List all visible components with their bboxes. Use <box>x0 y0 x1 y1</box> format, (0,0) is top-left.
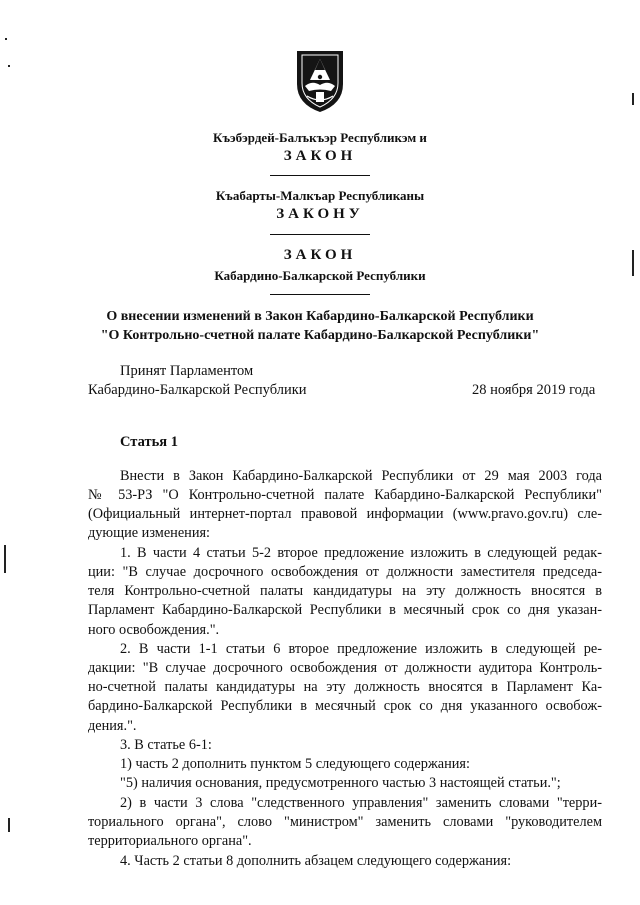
russian-republic-line: Кабардино-Балкарской Республики <box>214 268 426 283</box>
balkar-republic-line: Къабарты-Малкъар Республиканы <box>215 188 425 203</box>
coat-of-arms-emblem <box>289 48 351 114</box>
scan-speck <box>8 818 10 832</box>
kabardian-title: ЗАКОН <box>283 148 357 164</box>
adopted-by-line: Принят Парламентом <box>120 363 254 379</box>
scan-speck <box>4 545 6 573</box>
divider <box>270 294 370 295</box>
body-line: (Официальный интернет-портал правовой информации (www.pravo.gov.ru) сле- <box>88 506 602 522</box>
body-line: теля Контрольно-счетной палаты кандидатуры на эту должность вносятся в <box>88 583 602 599</box>
body-line: но-счетной палаты кандидатуры на эту должность вносятся в Парламент Ка- <box>88 679 602 695</box>
kabardian-republic-line: Къэбэрдей-Балъкъэр Республикэм и <box>213 130 427 145</box>
body-line: "5) наличия основания, предусмотренного частью 3 настоящей статьи."; <box>120 775 561 791</box>
body-line: Внести в Закон Кабардино-Балкарской Республики от 29 мая 2003 года <box>120 468 602 484</box>
scan-speck <box>8 65 10 67</box>
body-line: 3. В статье 6-1: <box>120 737 212 753</box>
body-line: 2. В части 1-1 статьи 6 второе предложение изложить в следующей ре- <box>120 641 602 657</box>
body-line: 1) часть 2 дополнить пунктом 5 следующего содержания: <box>120 756 470 772</box>
body-line: 1. В части 4 статьи 5-2 второе предложение изложить в следующей редак- <box>120 545 602 561</box>
body-line: бардино-Балкарской Республики в месячный срок со дня указанного освобож- <box>88 698 602 714</box>
body-line: № 53-РЗ "О Контрольно-счетной палате Кабардино-Балкарской Республики" <box>88 487 602 503</box>
divider <box>270 175 370 176</box>
adopted-by-republic: Кабардино-Балкарской Республики <box>88 382 307 398</box>
law-title-line-1: О внесении изменений в Закон Кабардино-Балкарской Республики <box>106 309 534 324</box>
body-line: дующие изменения: <box>88 525 211 541</box>
balkar-title: ЗАКОНУ <box>276 206 364 222</box>
body-line: ного освобождения.". <box>88 622 220 638</box>
body-line: дения.". <box>88 718 137 734</box>
divider <box>270 234 370 235</box>
scan-speck <box>5 38 7 40</box>
adoption-date: 28 ноября 2019 года <box>472 382 596 398</box>
body-line: Парламент Кабардино-Балкарской Республики в месячный срок со дня указан- <box>88 602 602 618</box>
body-line: 4. Часть 2 статьи 8 дополнить абзацем следующего содержания: <box>120 853 512 869</box>
russian-title: ЗАКОН <box>283 247 357 263</box>
law-title-line-2: "О Контрольно-счетной палате Кабардино-Балкарской Республики" <box>100 328 540 343</box>
body-line: ции: "В случае досрочного освобождения от должности заместителя председа- <box>88 564 602 580</box>
article-heading: Статья 1 <box>120 434 178 450</box>
body-line: дакции: "В случае досрочного освобождения от должности аудитора Контроль- <box>88 660 602 676</box>
body-line: территориального органа". <box>88 833 252 849</box>
body-line: ториального органа", слово "министром" заменить словами "руководителем <box>88 814 602 830</box>
scan-speck <box>632 93 634 105</box>
body-line: 2) в части 3 слова "следственного управления" заменить словами "терри- <box>120 795 602 811</box>
